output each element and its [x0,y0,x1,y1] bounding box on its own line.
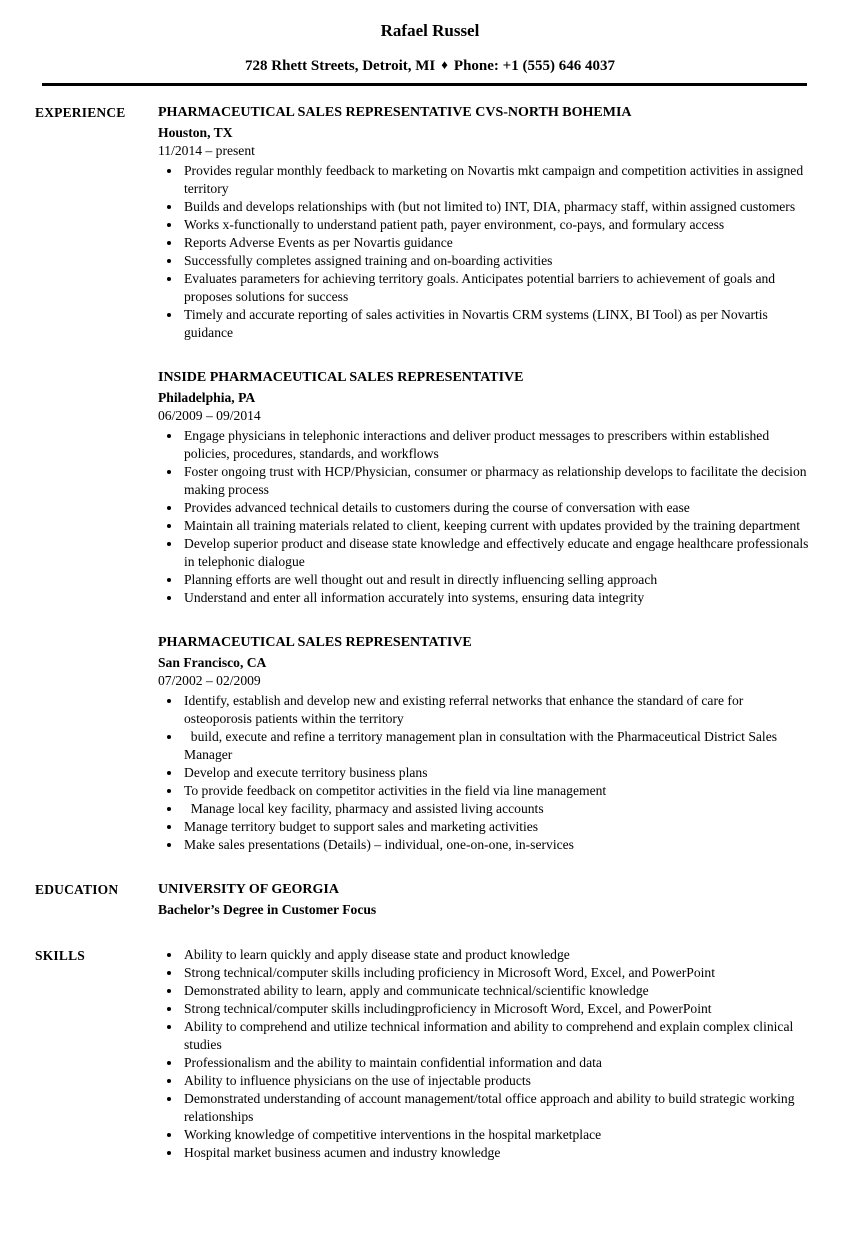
job-bullet-list [158,692,810,854]
job-bullet: • Understand and enter all information accurately into systems, ensuring data integrity [182,589,810,607]
skills-content [158,946,810,1162]
job-title: INSIDE PHARMACEUTICAL SALES REPRESENTATIVE [158,370,524,385]
degree-name: Bachelor’s Degree in Customer Focus [158,902,377,917]
job-bullet: • Maintain all training materials related to client, keeping current with updates provided by the training department [182,517,810,535]
skills-list [158,946,810,1162]
education-label: EDUCATION [35,882,119,897]
job-dates: 11/2014 – present [158,143,255,158]
job-bullet: • Builds and develops relationships with (but not limited to) INT, DIA, pharmacy staff, within assigned customers [182,198,810,216]
person-name: Rafael Russel [380,21,480,40]
skill-bullet: • Demonstrated ability to learn, apply and communicate technical/scientific knowledge [182,982,810,1000]
skill-bullet: • Ability to comprehend and utilize technical information and ability to comprehend and explain complex clinical studies [182,1018,810,1054]
skills-section [35,946,810,1162]
job-bullet: • Successfully completes assigned training and on-boarding activities [182,252,810,270]
job-bullet: • Reports Adverse Events as per Novartis guidance [182,234,810,252]
job-bullet: • Timely and accurate reporting of sales activities in Novartis CRM systems (LINX, BI Tool) as per Novartis guidance [182,306,810,342]
job-title: PHARMACEUTICAL SALES REPRESENTATIVE CVS-NORTH BOHEMIA [158,105,632,120]
job-entry [158,103,810,342]
job-bullet: • Provides regular monthly feedback to marketing on Novartis mkt campaign and competition activities in assigned territory [182,162,810,198]
skills-label: SKILLS [35,948,85,963]
job-bullet: • Identify, establish and develop new and existing referral networks that enhance the standard of care for osteoporosis patients within the territory [182,692,810,728]
job-location: San Francisco, CA [158,655,267,670]
jobs-container [158,103,810,854]
job-location: Houston, TX [158,125,233,140]
job-location: Philadelphia, PA [158,390,256,405]
job-dates: 06/2009 – 09/2014 [158,408,261,423]
job-entry [158,368,810,607]
skill-bullet: • Working knowledge of competitive interventions in the hospital marketplace [182,1126,810,1144]
education-content [158,880,810,920]
skill-bullet: • Demonstrated understanding of account management/total office approach and ability to build strategic working relationships [182,1090,810,1126]
skill-bullet: • Hospital market business acumen and industry knowledge [182,1144,810,1162]
job-bullet: • build, execute and refine a territory management plan in consultation with the Pharmaceutical District Sales Manager [182,728,810,764]
skill-bullet: • Strong technical/computer skills including proficiency in Microsoft Word, Excel, and PowerPoint [182,964,810,982]
job-bullet: • Engage physicians in telephonic interactions and deliver product messages to prescribers within established policies, procedures, standards, and workflows [182,427,810,463]
contact-line [0,55,860,76]
experience-label: EXPERIENCE [35,105,126,120]
skill-bullet: • Ability to learn quickly and apply disease state and product knowledge [182,946,810,964]
skill-bullet: • Professionalism and the ability to maintain confidential information and data [182,1054,810,1072]
diamond-icon: ♦ [441,57,448,72]
school-name: UNIVERSITY OF GEORGIA [158,882,339,897]
job-bullet: • Develop superior product and disease state knowledge and effectively educate and engage healthcare professionals in telephonic dialogue [182,535,810,571]
job-bullet: • Manage local key facility, pharmacy and assisted living accounts [182,800,810,818]
job-dates: 07/2002 – 02/2009 [158,673,261,688]
job-bullet-list [158,427,810,607]
job-bullet: • To provide feedback on competitor activities in the field via line management [182,782,810,800]
job-bullet: • Works x-functionally to understand patient path, payer environment, co-pays, and formulary access [182,216,810,234]
education-section [35,880,810,920]
job-bullet: • Make sales presentations (Details) – individual, one-on-one, in-services [182,836,810,854]
job-bullet: • Provides advanced technical details to customers during the course of conversation with ease [182,499,810,517]
job-bullet-list [158,162,810,342]
header-divider [42,83,807,86]
skill-bullet: • Strong technical/computer skills includingproficiency in Microsoft Word, Excel, and PowerPoint [182,1000,810,1018]
job-entry [158,633,810,854]
job-bullet: • Manage territory budget to support sales and marketing activities [182,818,810,836]
experience-section [35,103,810,854]
resume-header [0,20,860,86]
job-bullet: • Develop and execute territory business plans [182,764,810,782]
job-bullet: • Planning efforts are well thought out and result in directly influencing selling approach [182,571,810,589]
skill-bullet: • Ability to influence physicians on the use of injectable products [182,1072,810,1090]
job-bullet: • Evaluates parameters for achieving territory goals. Anticipates potential barriers to achievement of goals and proposes solutions for success [182,270,810,306]
contact-phone: Phone: +1 (555) 646 4037 [453,58,615,74]
job-title: PHARMACEUTICAL SALES REPRESENTATIVE [158,635,472,650]
contact-address: 728 Rhett Streets, Detroit, MI [245,58,436,74]
job-bullet: • Foster ongoing trust with HCP/Physician, consumer or pharmacy as relationship develops to facilitate the decision making process [182,463,810,499]
